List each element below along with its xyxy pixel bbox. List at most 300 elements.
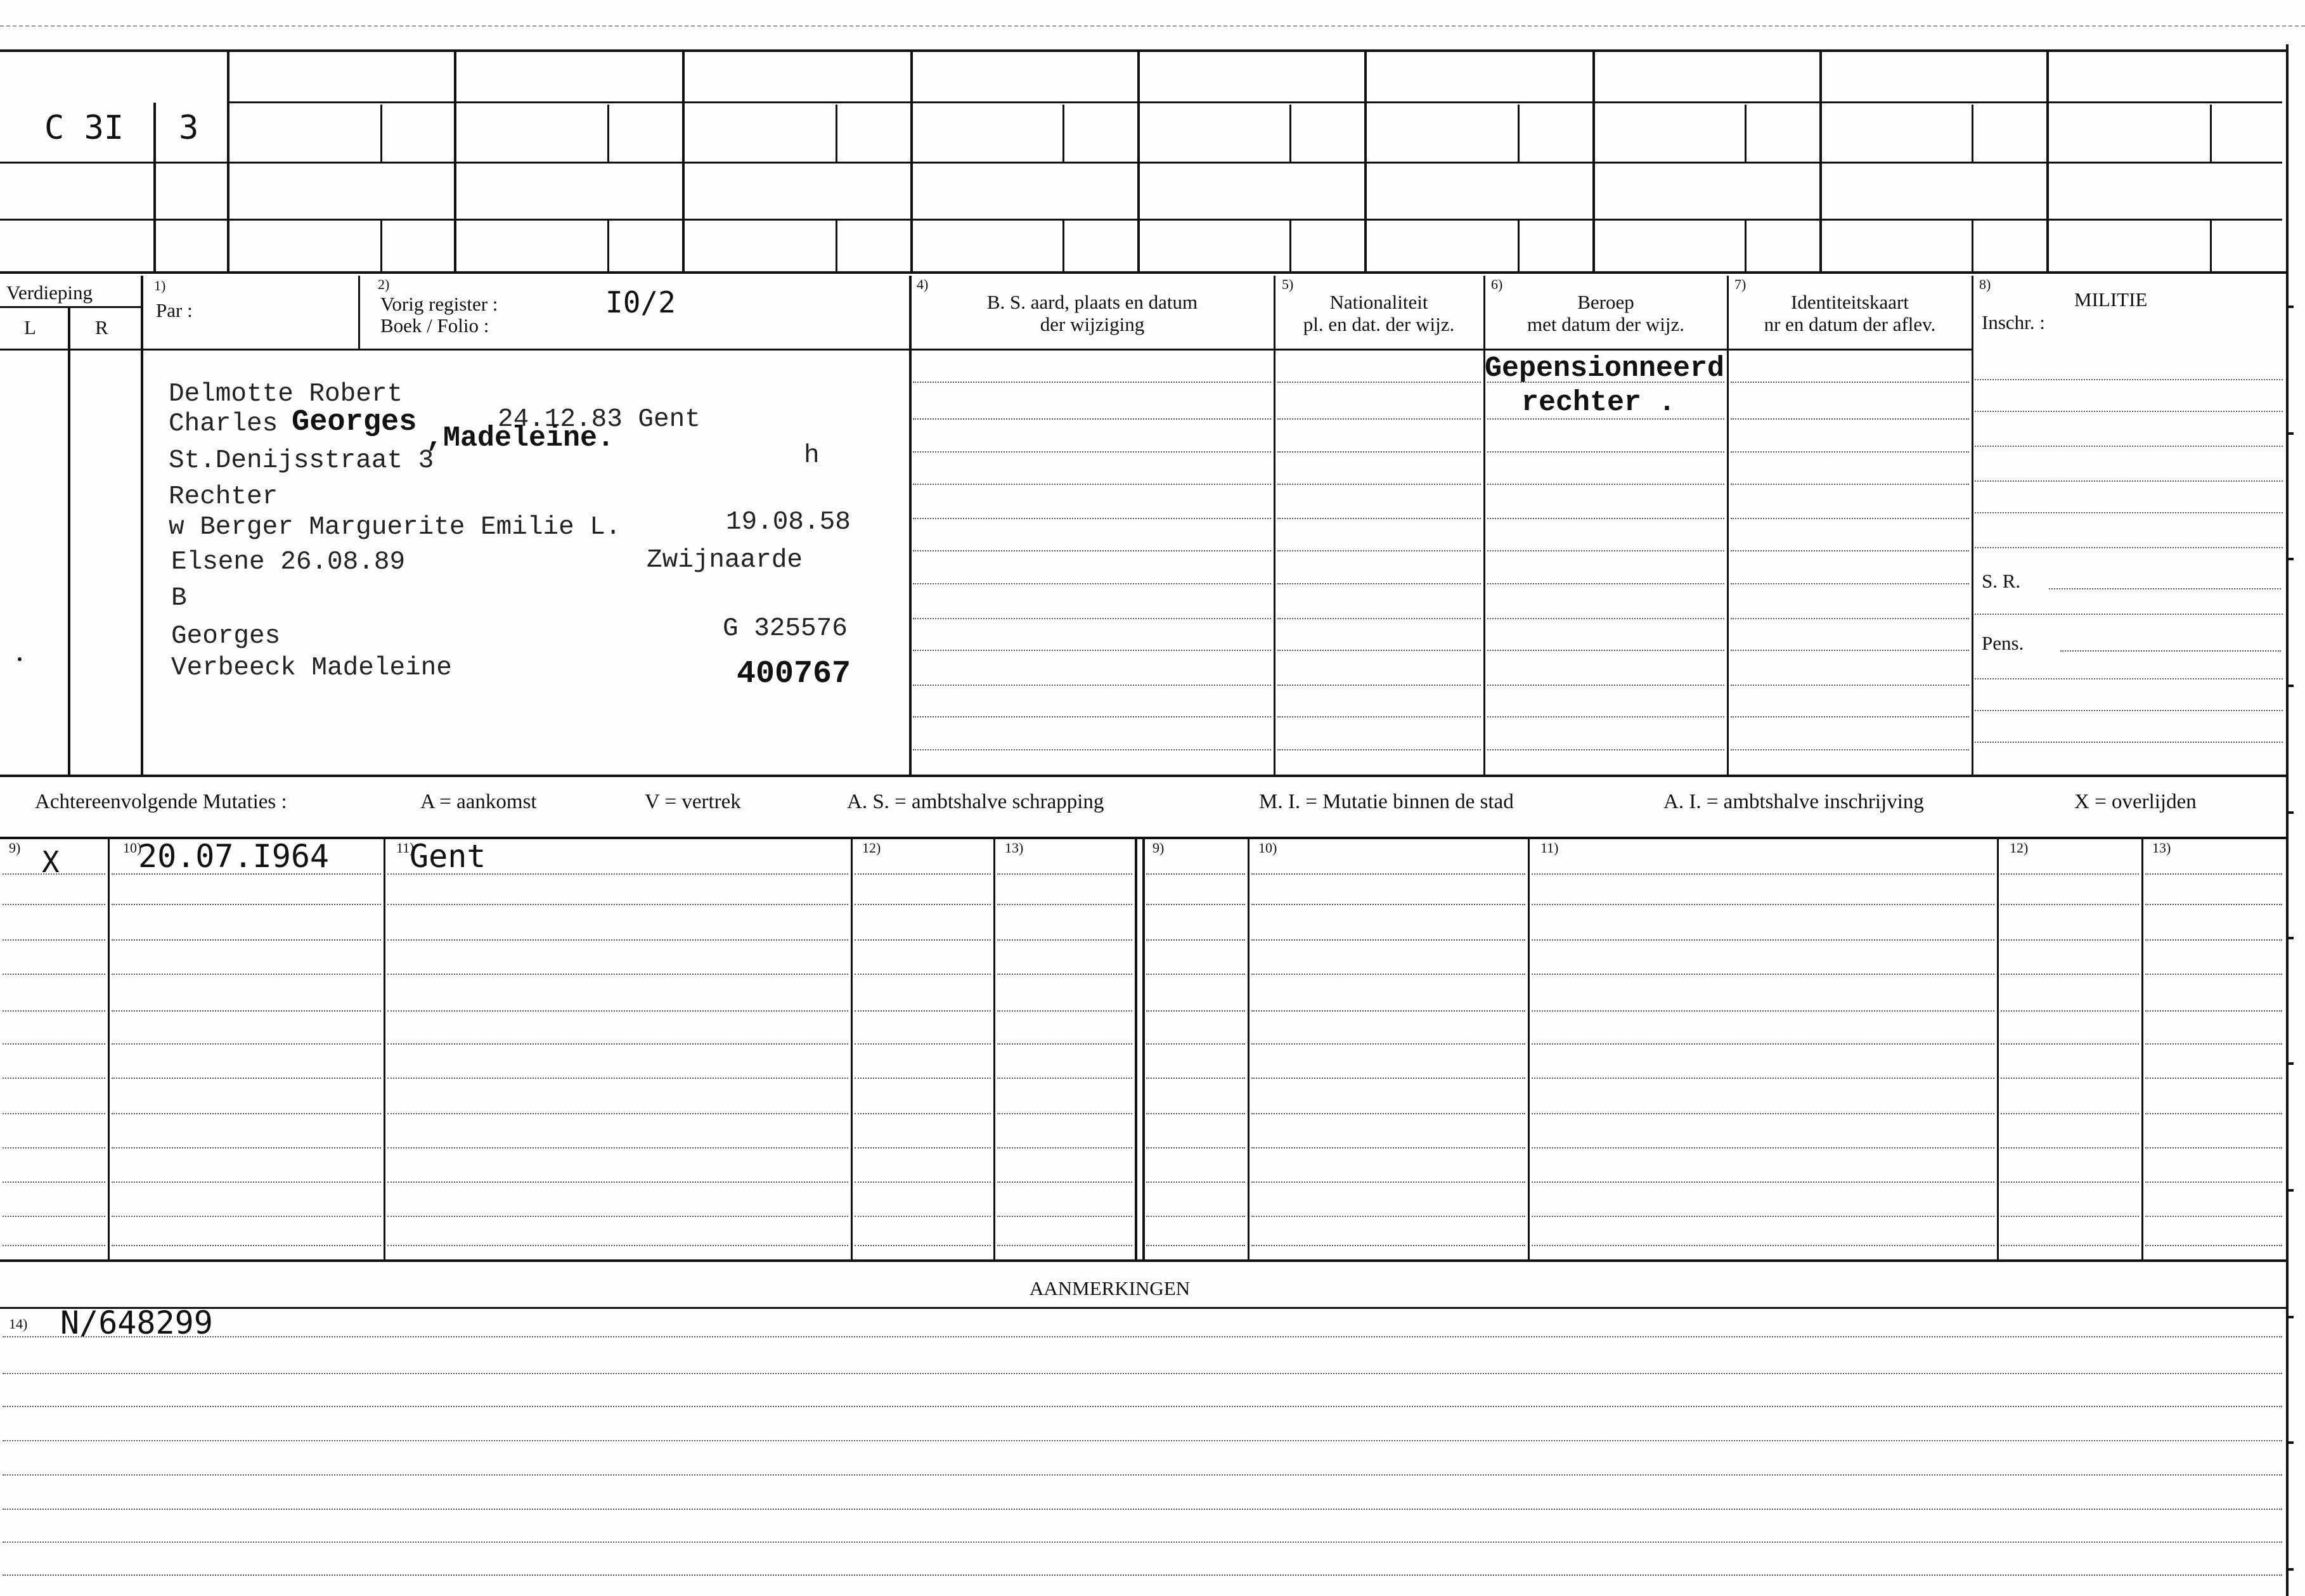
grid-col (607, 219, 609, 273)
ruled-line (1487, 618, 1724, 619)
mut-col (1997, 838, 1999, 1259)
ruled-line (1277, 382, 1481, 383)
ruled-line (913, 650, 1271, 651)
margin-tick (2286, 306, 2294, 308)
grid-col (1745, 219, 1747, 273)
nat-num: 5) (1282, 276, 1294, 292)
mut-col (2141, 838, 2143, 1259)
ruled-line (2001, 904, 2139, 905)
bs-header-line2: der wijziging (1040, 313, 1145, 335)
mut-col (384, 838, 385, 1259)
militie-row (1975, 678, 2283, 679)
ruled-line (3, 1474, 2282, 1476)
person-line-4: Rechter (169, 482, 278, 512)
ruled-line (2145, 1043, 2282, 1045)
grid-col (1972, 105, 1973, 162)
grid-col (1972, 219, 1973, 273)
person-line-1: Delmotte Robert (169, 380, 403, 409)
ruled-line (1731, 484, 1969, 485)
mut-col-num: 11) (396, 840, 415, 856)
ruled-line (1251, 1245, 1525, 1246)
ruled-line (1532, 1113, 1994, 1114)
vorig-register-value: I0/2 (605, 285, 676, 319)
legend-as: A. S. = ambtshalve schrapping (847, 790, 1104, 813)
person-block-right (909, 276, 912, 775)
verdieping-label: Verdieping (6, 281, 93, 304)
ruled-line (387, 1147, 848, 1149)
grid-col (607, 105, 609, 162)
mut-col (1248, 838, 1249, 1259)
ruled-line (997, 904, 1132, 905)
ruled-line (2145, 1010, 2282, 1012)
beroep-entry-line2: rechter . (1521, 387, 1676, 419)
ruled-line (1731, 518, 1969, 519)
par-label: Par : (156, 299, 193, 321)
ruled-line (1532, 939, 1994, 941)
ruled-line (1731, 451, 1969, 453)
mut-col-num: 9) (1152, 840, 1165, 856)
ruled-line (1251, 1043, 1525, 1045)
margin-tick (2286, 1441, 2294, 1444)
ruled-line (3, 1216, 105, 1217)
militie-num: 8) (1979, 276, 1991, 292)
par-num: 1) (154, 278, 166, 293)
ruled-line (855, 904, 991, 905)
ruled-line (387, 1245, 848, 1246)
person-line-5b: 19.08.58 (726, 508, 851, 537)
ruled-line (1532, 1147, 1994, 1149)
ruled-line (1532, 1216, 1994, 1217)
margin-tick (2286, 937, 2294, 939)
card-code-part1: C 3I (44, 109, 124, 147)
vorig-register-label: Vorig register : (380, 293, 498, 315)
ruled-line (1251, 1010, 1525, 1012)
ruled-line (3, 939, 105, 941)
sr-field (2049, 588, 2281, 589)
beroep-header-line1: Beroep (1577, 291, 1634, 313)
ruled-line (2001, 1113, 2139, 1114)
ruled-line (997, 939, 1132, 941)
margin-tick (2286, 558, 2294, 560)
card-right-edge (2286, 44, 2289, 1596)
ruled-line (1532, 873, 1994, 875)
ruled-line (2001, 1010, 2139, 1012)
militie-row (1975, 614, 2283, 615)
grid-line (0, 162, 2282, 164)
militie-row (1975, 742, 2283, 743)
ruled-line (1146, 1010, 1245, 1012)
ruled-line (387, 1113, 848, 1114)
ruled-line (913, 716, 1271, 718)
ruled-line (855, 1245, 991, 1246)
mutation-date: 20.07.I964 (138, 838, 330, 875)
mutation-place: Gent (410, 838, 486, 875)
ruled-line (2145, 1078, 2282, 1079)
mut-col-num: 13) (2152, 840, 2171, 856)
ruled-line (387, 904, 848, 905)
ruled-line (112, 1113, 381, 1114)
mutation-type: X (42, 845, 60, 879)
ruled-line (112, 1147, 381, 1149)
militie-row (1975, 411, 2283, 412)
mut-col-num: 10) (1258, 840, 1277, 856)
ruled-line (913, 550, 1271, 551)
ruled-line (1487, 484, 1724, 485)
ruled-line (1251, 904, 1525, 905)
ruled-line (387, 1181, 848, 1183)
person-line-3: St.Denijsstraat 3 (169, 446, 434, 475)
mut-col-num: 10) (123, 840, 142, 856)
ruled-line (3, 1509, 2282, 1510)
margin-tick (2286, 1062, 2294, 1065)
grid-col (910, 51, 913, 273)
pens-field (2060, 650, 2281, 652)
ruled-line (2145, 1216, 2282, 1217)
ruled-line (1731, 716, 1969, 718)
person-line-6b: Zwijnaarde (647, 546, 803, 575)
ruled-line (3, 1541, 2282, 1543)
par-divider (358, 276, 360, 349)
remarks-title-line (0, 1307, 2286, 1309)
ruled-line (3, 1043, 105, 1045)
ruled-line (3, 1113, 105, 1114)
remarks-title: AANMERKINGEN (1030, 1277, 1191, 1299)
grid-col (2046, 51, 2049, 273)
grid-line (0, 271, 2289, 274)
grid-col (380, 219, 382, 273)
ruled-line (3, 1406, 2282, 1407)
ruled-line (3, 1245, 105, 1246)
legend-ai: A. I. = ambtshalve inschrijving (1663, 790, 1924, 813)
col-divider-5 (1274, 276, 1275, 775)
ruled-line (855, 1181, 991, 1183)
remarks-value: N/648299 (60, 1304, 213, 1341)
militie-row (1975, 379, 2283, 380)
id-header-line2: nr en datum der aflev. (1764, 313, 1936, 335)
grid-col (454, 51, 456, 273)
grid-col (2210, 219, 2212, 273)
id-num: 7) (1734, 276, 1747, 292)
ruled-line (2145, 1245, 2282, 1246)
ruled-line (2145, 1113, 2282, 1114)
grid-col (153, 103, 156, 273)
legend-a: A = aankomst (420, 790, 537, 813)
grid-line (0, 219, 2282, 221)
ruled-line (1146, 904, 1245, 905)
header-bottom-line (0, 349, 1972, 351)
ruled-line (997, 1216, 1132, 1217)
ruled-line (387, 1010, 848, 1012)
ruled-line (855, 1043, 991, 1045)
ruled-line (997, 974, 1132, 975)
legend-intro: Achtereenvolgende Mutaties : (35, 790, 287, 813)
main-section-bottom (0, 775, 2286, 777)
ruled-line (1146, 1147, 1245, 1149)
ruled-line (1731, 685, 1969, 686)
ruled-line (2001, 939, 2139, 941)
ruled-line (3, 1440, 2282, 1441)
mut-col-num: 12) (862, 840, 881, 856)
card-code-part2: 3 (179, 109, 199, 147)
ruled-line (387, 1078, 848, 1079)
ruled-line (1532, 1078, 1994, 1079)
ruled-line (1251, 974, 1525, 975)
boek-folio-label: Boek / Folio : (380, 314, 489, 337)
margin-dot (18, 657, 22, 661)
ruled-line (997, 1010, 1132, 1012)
ruled-line (1277, 685, 1481, 686)
ruled-line (1532, 1245, 1994, 1246)
ruled-line (2001, 1245, 2139, 1246)
lr-divider (68, 306, 70, 775)
ruled-line (1277, 716, 1481, 718)
ruled-line (1251, 1216, 1525, 1217)
ruled-line (1487, 550, 1724, 551)
beroep-num: 6) (1491, 276, 1503, 292)
ruled-line (1251, 1078, 1525, 1079)
ruled-line (1146, 1078, 1245, 1079)
grid-col (1062, 105, 1064, 162)
militie-row (1975, 446, 2283, 447)
ruled-line (112, 1216, 381, 1217)
ruled-line (2001, 873, 2139, 875)
ruled-line (1277, 583, 1481, 584)
person-line-8b: G 325576 (723, 614, 848, 643)
ruled-line (1146, 1216, 1245, 1217)
ruled-line (3, 904, 105, 905)
ruled-line (1532, 1043, 1994, 1045)
ruled-line (1487, 749, 1724, 750)
ruled-line (913, 451, 1271, 453)
ruled-line (913, 618, 1271, 619)
person-line-2b: Georges (292, 406, 417, 439)
ruled-line (1532, 904, 1994, 905)
ruled-line (1146, 974, 1245, 975)
ruled-line (1146, 939, 1245, 941)
nat-header-line2: pl. en dat. der wijz. (1303, 313, 1455, 335)
col-divider-8 (1972, 276, 1973, 775)
mut-col-double (1135, 838, 1137, 1259)
ruled-line (1251, 939, 1525, 941)
person-line-9: Verbeeck Madeleine (171, 653, 452, 683)
ruled-line (3, 1181, 105, 1183)
ruled-line (1251, 1113, 1525, 1114)
ruled-line (1146, 873, 1245, 875)
pens-label: Pens. (1982, 632, 2024, 654)
person-line-3b: h (804, 441, 820, 470)
ruled-line (1487, 650, 1724, 651)
ruled-line (1532, 1010, 1994, 1012)
ruled-line (855, 1216, 991, 1217)
person-line-2c: 24.12.83 Gent (498, 405, 701, 434)
ruled-line (112, 1043, 381, 1045)
ruled-line (112, 1245, 381, 1246)
ruled-line (855, 1113, 991, 1114)
ruled-line (1731, 650, 1969, 651)
r-col-divider (141, 276, 143, 775)
ruled-line (913, 685, 1271, 686)
ruled-line (1277, 749, 1481, 750)
ruled-line (2001, 1043, 2139, 1045)
grid-col (227, 51, 229, 273)
col-l-label: L (24, 316, 36, 338)
ruled-line (997, 1078, 1132, 1079)
ruled-line (387, 974, 848, 975)
vorig-num: 2) (378, 276, 390, 292)
bs-header-line1: B. S. aard, plaats en datum (986, 291, 1198, 313)
ruled-line (997, 1113, 1132, 1114)
grid-col (2210, 105, 2212, 162)
margin-tick (2286, 432, 2294, 435)
ruled-line (1277, 618, 1481, 619)
ruled-line (855, 1010, 991, 1012)
ruled-line (112, 904, 381, 905)
ruled-line (997, 1043, 1132, 1045)
ruled-line (855, 939, 991, 941)
ruled-line (913, 418, 1271, 420)
grid-col (1592, 51, 1595, 273)
grid-col (380, 105, 382, 162)
ruled-line (1146, 1113, 1245, 1114)
col-r-label: R (95, 316, 108, 338)
margin-tick (2286, 685, 2294, 687)
ruled-line (2145, 904, 2282, 905)
mut-col-num: 11) (1540, 840, 1559, 856)
grid-col (836, 105, 837, 162)
ruled-line (2145, 974, 2282, 975)
militie-row (1975, 710, 2283, 711)
ruled-line (3, 1147, 105, 1149)
margin-tick (2286, 811, 2294, 814)
ruled-line (1277, 518, 1481, 519)
ruled-line (1731, 550, 1969, 551)
ruled-line (1146, 1245, 1245, 1246)
ruled-line (3, 1010, 105, 1012)
ruled-line (913, 518, 1271, 519)
ruled-line (1146, 1181, 1245, 1183)
ruled-line (1532, 974, 1994, 975)
scan-edge (0, 25, 2305, 27)
person-line-2a: Charles (169, 409, 278, 439)
ruled-line (3, 1373, 2282, 1374)
ruled-line (1251, 873, 1525, 875)
legend-v: V = vertrek (645, 790, 741, 813)
ruled-line (913, 749, 1271, 750)
ruled-line (1251, 1181, 1525, 1183)
militie-header: MILITIE (2074, 288, 2148, 311)
person-line-6: Elsene 26.08.89 (171, 548, 406, 577)
margin-tick (2286, 1189, 2294, 1192)
ruled-line (913, 583, 1271, 584)
ruled-line (1146, 1043, 1245, 1045)
beroep-header-line2: met datum der wijz. (1527, 313, 1684, 335)
mut-col (1528, 838, 1530, 1259)
ruled-line (2145, 1147, 2282, 1149)
col-divider-6 (1483, 276, 1485, 775)
beroep-entry-line1: Gepensionneerd (1485, 352, 1725, 385)
ruled-line (387, 939, 848, 941)
ruled-line (112, 974, 381, 975)
header-divider (0, 306, 141, 308)
ruled-line (855, 873, 991, 875)
margin-tick (2286, 1316, 2294, 1318)
grid-col (682, 51, 685, 273)
mut-col-num: 9) (9, 840, 21, 856)
ruled-line (387, 1216, 848, 1217)
ruled-line (997, 1147, 1132, 1149)
ruled-line (1277, 650, 1481, 651)
id-header-line1: Identiteitskaart (1791, 291, 1909, 313)
ruled-line (112, 1181, 381, 1183)
mut-col (993, 838, 995, 1259)
ruled-line (2001, 1181, 2139, 1183)
ruled-line (3, 1574, 2282, 1576)
ruled-line (1487, 716, 1724, 718)
grid-line (228, 101, 2282, 103)
grid-col (1137, 51, 1140, 273)
ruled-line (2145, 939, 2282, 941)
margin-tick (2286, 1568, 2294, 1571)
col-divider-7 (1727, 276, 1729, 775)
ruled-line (2145, 873, 2282, 875)
person-line-5: w Berger Marguerite Emilie L. (169, 513, 621, 542)
ruled-line (1487, 583, 1724, 584)
ruled-line (1277, 550, 1481, 551)
ruled-line (1277, 418, 1481, 420)
grid-top-line (0, 49, 2289, 52)
ruled-line (1487, 451, 1724, 453)
grid-col (1289, 219, 1291, 273)
ruled-line (387, 1043, 848, 1045)
grid-col (1364, 51, 1367, 273)
ruled-line (112, 939, 381, 941)
ruled-line (112, 1078, 381, 1079)
ruled-line (1731, 583, 1969, 584)
grid-col (1518, 105, 1520, 162)
ruled-line (1731, 618, 1969, 619)
mut-col-num: 12) (2010, 840, 2029, 856)
militie-row (1975, 480, 2283, 482)
ruled-line (2001, 1216, 2139, 1217)
grid-col (1289, 105, 1291, 162)
mut-col (108, 838, 110, 1259)
ruled-line (997, 1245, 1132, 1246)
militie-row (1975, 512, 2283, 513)
ruled-line (3, 1336, 2282, 1337)
person-line-7: B (171, 584, 187, 613)
mutations-bottom-line (0, 1259, 2286, 1262)
person-line-2d: ,Madeleine. (426, 422, 615, 454)
mut-col (851, 838, 853, 1259)
sr-label: S. R. (1982, 570, 2021, 592)
ruled-line (913, 484, 1271, 485)
ruled-line (913, 382, 1271, 383)
ruled-line (1487, 518, 1724, 519)
ruled-line (1251, 1147, 1525, 1149)
ruled-line (2001, 1147, 2139, 1149)
ruled-line (1532, 1181, 1994, 1183)
grid-col (1819, 51, 1822, 273)
ruled-line (112, 1010, 381, 1012)
ruled-line (855, 974, 991, 975)
ruled-line (855, 1147, 991, 1149)
ruled-line (1277, 484, 1481, 485)
ruled-line (3, 974, 105, 975)
inschr-label: Inschr. : (1982, 311, 2045, 333)
ruled-line (2145, 1181, 2282, 1183)
ruled-line (1731, 749, 1969, 750)
person-line-8: Georges (171, 622, 281, 651)
